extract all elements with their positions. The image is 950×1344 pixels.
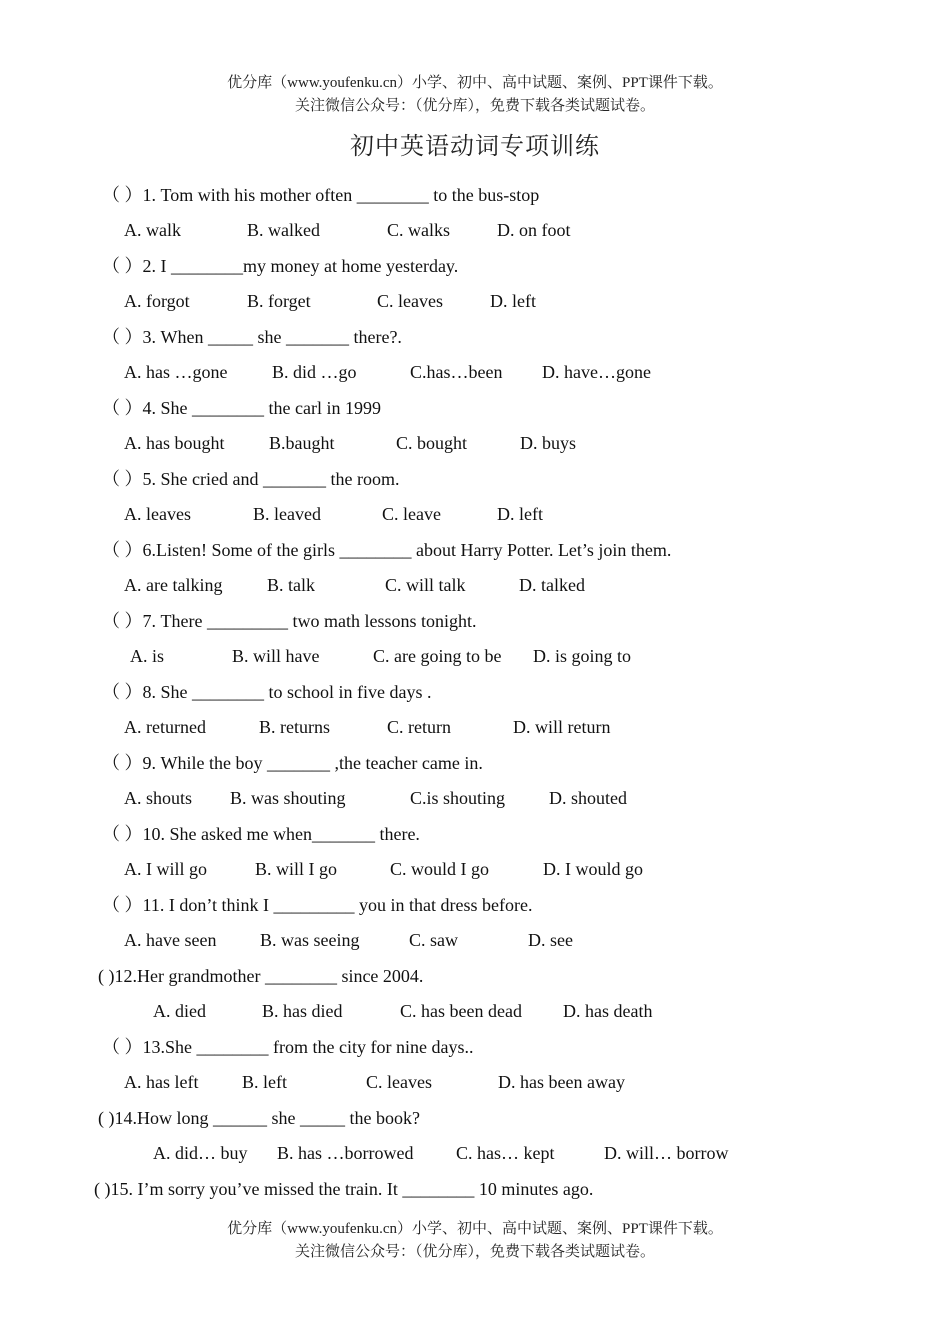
- header-line-2: 关注微信公众号：（优分库），免费下载各类试题试卷。: [294, 98, 655, 114]
- footer-line-1: 优分库（www.youfenku.cn）小学、初中、高中试题、案例、PPT课件下载。: [227, 1221, 723, 1237]
- option-a: A. has left: [124, 1072, 199, 1092]
- option-c: C. has… kept: [456, 1143, 555, 1163]
- option-d: D. left: [490, 291, 536, 311]
- option-b: B. did …go: [272, 362, 357, 382]
- question-5-stem: （ ）5. She cried and _______ the room.: [102, 469, 400, 489]
- option-c: C. has been dead: [400, 1001, 522, 1021]
- question-1-stem: （ ）1. Tom with his mother often ________ to the bus-stop: [102, 185, 540, 205]
- option-a: A. walk: [124, 220, 181, 240]
- option-a: A. have seen: [124, 930, 217, 950]
- option-d: D. left: [497, 504, 543, 524]
- question-9-stem: （ ）9. While the boy _______ ,the teacher came in.: [102, 753, 483, 773]
- option-d: D. talked: [519, 575, 585, 595]
- option-c: C. leaves: [377, 291, 443, 311]
- option-c: C. would I go: [390, 859, 489, 879]
- option-a: A. forgot: [124, 291, 190, 311]
- option-b: B. leaved: [253, 504, 321, 524]
- footer-line-2: 关注微信公众号：（优分库），免费下载各类试题试卷。: [294, 1244, 655, 1260]
- option-c: C. bought: [396, 433, 468, 453]
- option-c: C. are going to be: [373, 646, 502, 666]
- option-c: C. walks: [387, 220, 450, 240]
- option-d: D. has been away: [498, 1072, 625, 1092]
- option-c: C.is shouting: [410, 788, 506, 808]
- option-a: A. died: [153, 1001, 206, 1021]
- question-7-stem: （ ）7. There _________ two math lessons tonight.: [102, 611, 477, 631]
- page-footer: [0, 1218, 950, 1264]
- option-c: C.has…been: [410, 362, 503, 382]
- option-c: C. saw: [409, 930, 458, 950]
- option-d: D. see: [528, 930, 573, 950]
- option-d: D. have…gone: [542, 362, 651, 382]
- question-14-stem: ( )14.How long ______ she _____ the book?: [98, 1108, 420, 1128]
- question-4-stem: （ ）4. She ________ the carl in 1999: [102, 398, 381, 418]
- option-b: B. walked: [247, 220, 320, 240]
- option-a: A. is: [130, 646, 165, 666]
- option-b: B. forget: [247, 291, 311, 311]
- option-d: D. buys: [520, 433, 577, 453]
- option-d: D. has death: [563, 1001, 653, 1021]
- option-b: B. will have: [232, 646, 320, 666]
- option-c: C. leaves: [366, 1072, 432, 1092]
- option-d: D. I would go: [543, 859, 643, 879]
- header-line-1: 优分库（www.youfenku.cn）小学、初中、高中试题、案例、PPT课件下载。: [227, 75, 723, 91]
- option-a: A. leaves: [124, 504, 191, 524]
- option-b: B. will I go: [255, 859, 338, 879]
- option-b: B. left: [242, 1072, 287, 1092]
- page-title: 初中英语动词专项训练: [350, 134, 600, 160]
- option-a: A. shouts: [124, 788, 193, 808]
- option-a: A. has bought: [124, 433, 225, 453]
- question-8-stem: （ ）8. She ________ to school in five days .: [102, 682, 432, 702]
- option-b: B. was shouting: [230, 788, 346, 808]
- option-a: A. are talking: [124, 575, 223, 595]
- question-6-stem: （ ）6.Listen! Some of the girls ________ about Harry Potter. Let’s join them.: [102, 540, 672, 560]
- page-header: [0, 72, 950, 118]
- option-a: A. did… buy: [153, 1143, 248, 1163]
- option-a: A. has …gone: [124, 362, 228, 382]
- option-a: A. returned: [124, 717, 206, 737]
- option-d: D. is going to: [533, 646, 632, 666]
- question-12-stem: ( )12.Her grandmother ________ since 2004.: [98, 966, 424, 986]
- question-10-stem: （ ）10. She asked me when_______ there.: [102, 824, 420, 844]
- option-c: C. leave: [382, 504, 441, 524]
- option-d: D. on foot: [497, 220, 571, 240]
- question-11-stem: （ ）11. I don’t think I _________ you in that dress before.: [102, 895, 533, 915]
- option-b: B. was seeing: [260, 930, 360, 950]
- option-d: D. will return: [513, 717, 611, 737]
- question-15-stem: ( )15. I’m sorry you’ve missed the train. It ________ 10 minutes ago.: [94, 1179, 594, 1199]
- option-b: B.baught: [269, 433, 335, 453]
- option-b: B. returns: [259, 717, 330, 737]
- option-b: B. has …borrowed: [277, 1143, 414, 1163]
- option-d: D. shouted: [549, 788, 627, 808]
- option-c: C. will talk: [385, 575, 466, 595]
- option-b: B. talk: [267, 575, 315, 595]
- question-2-stem: （ ）2. I ________my money at home yesterday.: [102, 256, 459, 276]
- option-d: D. will… borrow: [604, 1143, 729, 1163]
- option-c: C. return: [387, 717, 451, 737]
- question-13-stem: （ ）13.She ________ from the city for nine days..: [102, 1037, 474, 1057]
- question-3-stem: （ ）3. When _____ she _______ there?.: [102, 327, 402, 347]
- option-a: A. I will go: [124, 859, 207, 879]
- option-b: B. has died: [262, 1001, 343, 1021]
